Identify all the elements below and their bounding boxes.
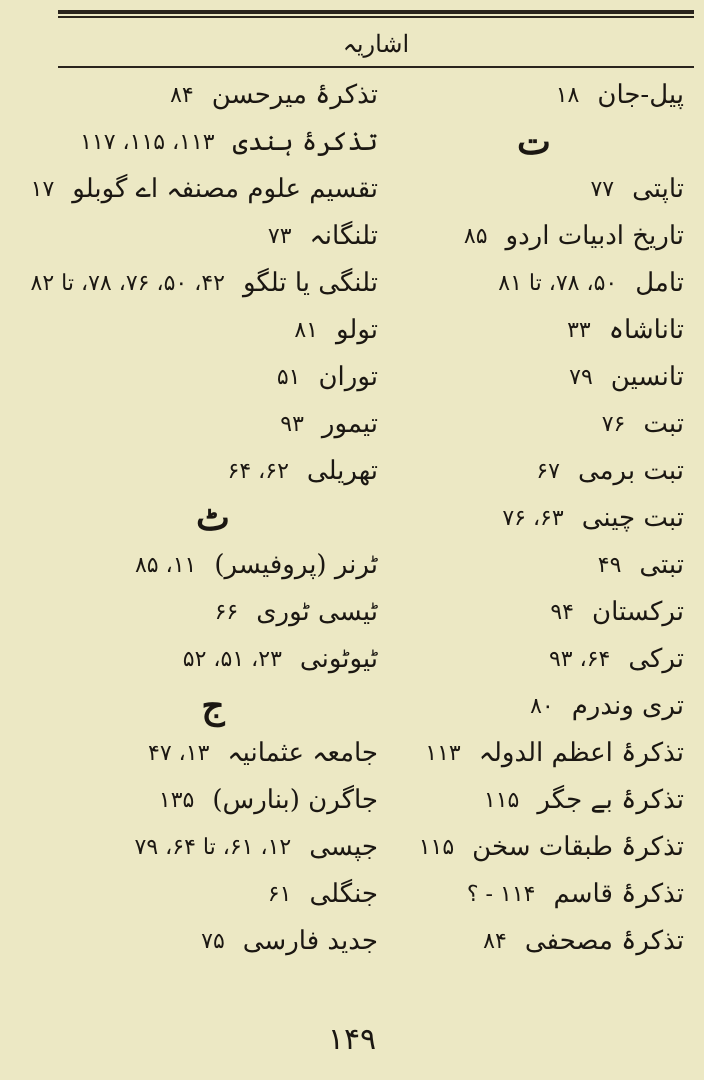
index-entry bbox=[48, 448, 378, 495]
index-entry bbox=[48, 542, 378, 589]
index-entry bbox=[384, 918, 684, 965]
index-entry bbox=[48, 777, 378, 824]
index-entry bbox=[384, 72, 684, 119]
index-term: تبت چینی bbox=[581, 503, 684, 533]
index-entry bbox=[384, 401, 684, 448]
index-page-refs: ۱۷ bbox=[30, 177, 55, 202]
index-letter-heading: ٹ bbox=[196, 497, 230, 539]
top-double-rule-thin bbox=[58, 16, 694, 18]
index-entry bbox=[30, 166, 378, 213]
index-page-refs: ۱۳۵ bbox=[158, 788, 195, 813]
index-entry bbox=[384, 542, 684, 589]
index-page-refs: ۵۰، ۷۸، تا ۸۱ bbox=[498, 271, 618, 296]
index-entry bbox=[384, 448, 684, 495]
index-entry bbox=[30, 260, 378, 307]
index-term: تذکرۂ میرحسن bbox=[211, 80, 378, 110]
index-page-refs: ۱۱۵ bbox=[483, 788, 520, 813]
index-page-refs: ۶۷ bbox=[536, 459, 560, 484]
index-term: تذکرۂ طبقات سخن bbox=[472, 832, 684, 862]
index-page-refs: ۶۳، ۷۶ bbox=[502, 506, 564, 531]
index-page-refs: ۹۳ bbox=[280, 412, 304, 437]
top-double-rule-thick bbox=[58, 10, 694, 14]
index-term: جامعہ عثمانیہ bbox=[227, 738, 378, 768]
index-entry bbox=[384, 730, 684, 777]
index-page-refs: ۸۱ bbox=[294, 318, 318, 343]
index-entry bbox=[384, 589, 684, 636]
index-term: تاپتی bbox=[632, 174, 684, 204]
index-term: تامل bbox=[635, 268, 684, 298]
header-rule bbox=[58, 66, 694, 68]
index-term: تاریخ ادبیات اردو bbox=[505, 221, 684, 251]
index-page-refs: ۷۳ bbox=[267, 224, 292, 249]
index-page-refs: ۲۳، ۵۱، ۵۲ bbox=[182, 647, 282, 672]
index-page-refs: ۸۴ bbox=[483, 929, 507, 954]
index-entry bbox=[48, 119, 378, 166]
index-term: ترکی bbox=[628, 644, 684, 674]
index-term: تانسین bbox=[610, 362, 684, 392]
index-entry bbox=[48, 213, 378, 260]
index-term: تذکرۂ ہندی bbox=[232, 127, 378, 157]
index-term: تلنگی یا تلگو bbox=[242, 268, 378, 298]
index-term: پیل-جان bbox=[597, 80, 684, 110]
index-term: ٹیسی ٹوری bbox=[256, 597, 378, 627]
index-page-refs: ۴۹ bbox=[597, 553, 622, 578]
page-number: ۱۴۹ bbox=[327, 1022, 377, 1057]
page-title: اشاریہ bbox=[342, 30, 410, 58]
index-term: تھریلی bbox=[306, 456, 378, 486]
index-entry bbox=[384, 260, 684, 307]
index-page-refs: ۱۱، ۸۵ bbox=[134, 553, 197, 578]
index-term: تذکرۂ بے جگر bbox=[537, 785, 684, 815]
index-page-refs: ۷۷ bbox=[590, 177, 615, 202]
index-page-refs: ۱۱۳ bbox=[425, 741, 461, 766]
index-page-refs: ۷۹ bbox=[569, 365, 593, 390]
index-page-refs: ۷۶ bbox=[601, 412, 626, 437]
index-page-refs: ۱۳، ۴۷ bbox=[148, 741, 210, 766]
index-entry bbox=[384, 166, 684, 213]
index-entry bbox=[48, 354, 378, 401]
index-entry bbox=[384, 307, 684, 354]
index-term: ترکستان bbox=[591, 597, 684, 627]
index-term: تبت برمی bbox=[577, 456, 684, 486]
index-column-right bbox=[384, 72, 684, 1012]
index-page-refs: ۷۵ bbox=[201, 929, 225, 954]
index-page-refs: ۵۱ bbox=[276, 365, 301, 390]
index-entry bbox=[384, 495, 684, 542]
index-page-refs: ۶۶ bbox=[214, 600, 239, 625]
index-page-refs: ۶۲، ۶۴ bbox=[227, 459, 289, 484]
index-page-refs: ۸۵ bbox=[463, 224, 488, 249]
index-entry bbox=[48, 636, 378, 683]
index-entry bbox=[48, 307, 378, 354]
index-letter-heading: ج bbox=[201, 685, 225, 727]
index-entry bbox=[48, 918, 378, 965]
index-page-refs: ۱۸ bbox=[555, 83, 580, 108]
index-term: جنگلی bbox=[309, 879, 378, 909]
index-term: تذکرۂ قاسم bbox=[553, 879, 684, 909]
index-entry bbox=[384, 354, 684, 401]
index-page-refs: ۹۴ bbox=[550, 600, 574, 625]
index-page-refs: ۴۲، ۵۰، ۷۶، ۷۸، تا ۸۲ bbox=[30, 271, 225, 296]
index-entry bbox=[384, 683, 684, 730]
index-entry bbox=[48, 871, 378, 918]
index-term: تذکرۂ مصحفی bbox=[524, 926, 684, 956]
index-page-refs: ۶۴، ۹۳ bbox=[548, 647, 611, 672]
index-term: تذکرۂ اعظم الدولہ bbox=[478, 738, 684, 768]
index-term: جپسی bbox=[309, 832, 378, 862]
index-term: تاناشاہ bbox=[608, 315, 684, 345]
index-entry bbox=[48, 824, 378, 871]
index-entry bbox=[48, 730, 378, 777]
index-term: تبت bbox=[643, 409, 684, 439]
index-term: ٹیوٹونی bbox=[299, 644, 378, 674]
index-letter-heading: ت bbox=[517, 121, 551, 163]
index-entry bbox=[384, 213, 684, 260]
index-entry bbox=[384, 824, 684, 871]
index-entry bbox=[48, 589, 378, 636]
index-entry bbox=[48, 401, 378, 448]
index-term: ٹرنر (پروفیسر) bbox=[214, 550, 378, 580]
index-entry bbox=[48, 72, 378, 119]
index-term: تلنگانہ bbox=[309, 221, 378, 251]
index-term: تبتی bbox=[639, 550, 684, 580]
index-page-refs: ۱۲، ۶۱، تا ۶۴، ۷۹ bbox=[134, 835, 292, 860]
index-entry bbox=[384, 636, 684, 683]
index-page-refs: ۱۱۳، ۱۱۵، ۱۱۷ bbox=[80, 130, 215, 155]
index-page-refs: ۸۴ bbox=[170, 83, 194, 108]
index-entry bbox=[384, 777, 684, 824]
index-column-left bbox=[30, 72, 378, 1012]
index-page-refs: ۱۱۵ bbox=[418, 835, 455, 860]
index-page-refs: ۱۱۴ - ؟ bbox=[466, 882, 536, 907]
index-page-refs: ۳۳ bbox=[567, 318, 591, 343]
index-term: تری وندرم bbox=[571, 691, 684, 721]
index-term: جدید فارسی bbox=[242, 926, 378, 956]
index-page-refs: ۶۱ bbox=[267, 882, 292, 907]
index-term: توران bbox=[318, 362, 378, 392]
index-entry bbox=[384, 871, 684, 918]
index-page-refs: ۸۰ bbox=[530, 694, 554, 719]
index-term: تولو bbox=[335, 315, 378, 345]
index-term: جاگرن (بنارس) bbox=[212, 785, 378, 815]
index-term: تقسیم علوم مصنفہ اے گوبلو bbox=[72, 174, 378, 204]
index-term: تیمور bbox=[321, 409, 378, 439]
